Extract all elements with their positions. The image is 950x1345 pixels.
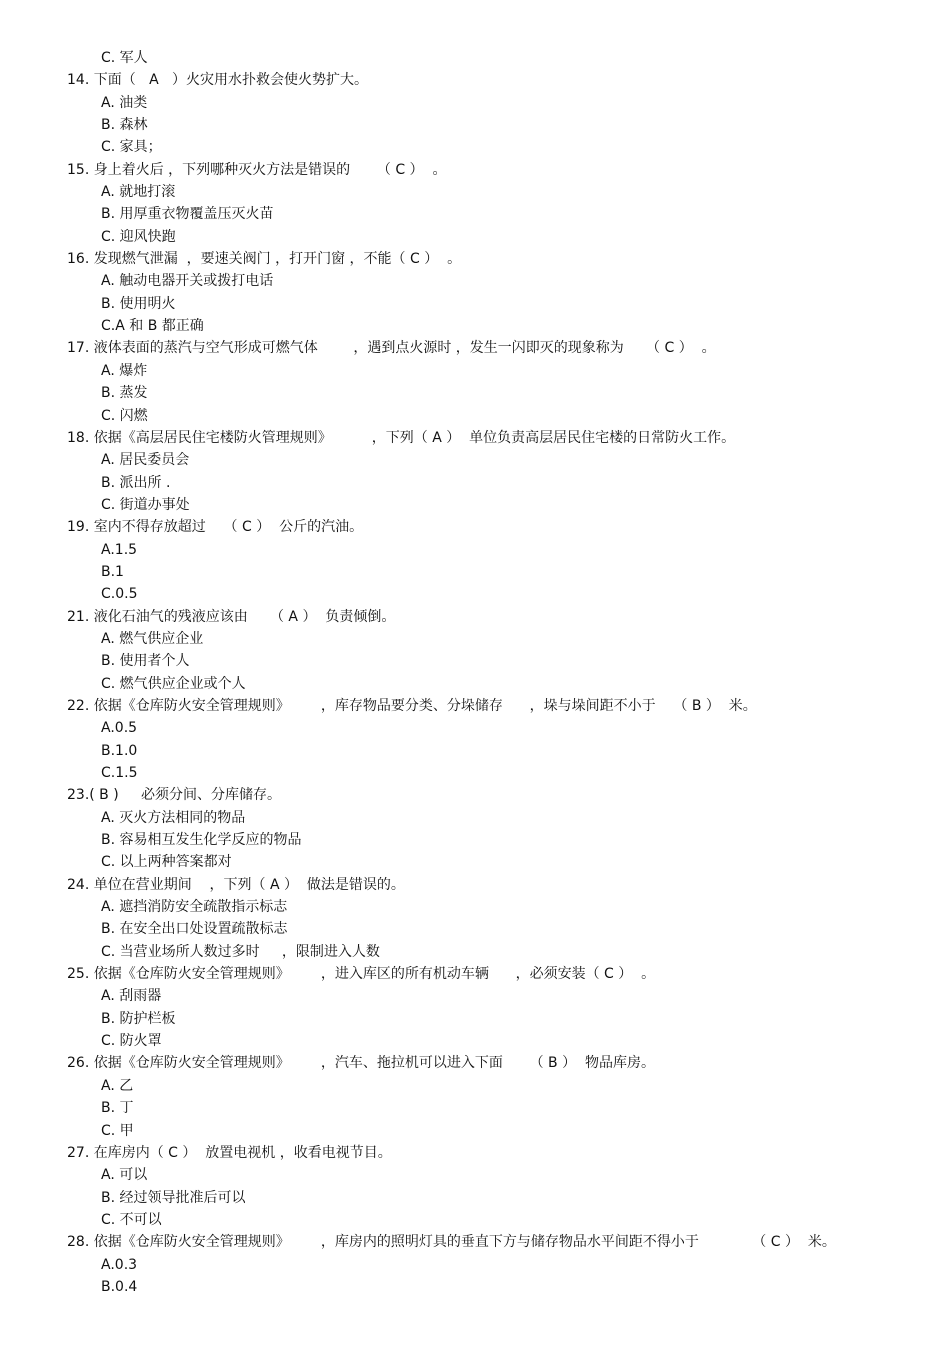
option-line: B. 在安全出口处设置疏散标志 (101, 921, 288, 938)
question-line: 18. 依据《高层居民住宅楼防火管理规则》 ，下列（ A ） 单位负责高层居民住宅楼的日常防火工作。 (67, 429, 736, 446)
option-line: B. 森林 (101, 117, 148, 134)
option-line: A. 居民委员会 (101, 452, 190, 469)
option-line: C. 当营业场所人数过多时 ，限制进入人数 (101, 943, 380, 960)
option-line: B. 使用者个人 (101, 653, 190, 670)
option-line: C. 以上两种答案都对 (101, 854, 232, 871)
option-line: C. 燃气供应企业或个人 (101, 675, 246, 692)
question-line: 16. 发现燃气泄漏 ，要速关阀门 ，打开门窗 ，不能（ C ） 。 (67, 251, 462, 268)
option-line: B. 蒸发 (101, 385, 148, 402)
option-line: C. 防火罩 (101, 1033, 162, 1050)
option-line: A. 可以 (101, 1167, 148, 1184)
question-line: 27. 在库房内（ C ） 放置电视机 ，收看电视节目。 (67, 1144, 392, 1161)
option-line: C.1.5 (101, 765, 138, 781)
option-line: B.1 (101, 563, 124, 580)
option-line: B.0.4 (101, 1278, 138, 1295)
option-line: A.1.5 (101, 541, 138, 558)
option-line: B. 用厚重衣物覆盖压灭火苗 (101, 206, 274, 223)
option-line: B. 派出所 . (101, 474, 171, 491)
option-line: A. 遮挡消防安全疏散指示标志 (101, 899, 288, 916)
question-line: 14. 下面（ A ）火灾用水扑救会使火势扩大。 (67, 72, 368, 89)
option-line: C.A 和 B 都正确 (101, 318, 204, 335)
option-line: B. 丁 (101, 1100, 134, 1117)
option-line: C. 甲 (101, 1122, 134, 1139)
document-body (0, 47, 950, 1298)
question-line: 19. 室内不得存放超过 （ C ） 公斤的汽油。 (67, 519, 364, 536)
question-line: 21. 液化石油气的残液应该由 （ A ） 负责倾倒。 (67, 608, 396, 625)
option-line: B. 经过领导批准后可以 (101, 1189, 246, 1206)
option-line: C. 不可以 (101, 1211, 162, 1228)
question-line: 28. 依据《仓库防火安全管理规则》 ，库房内的照明灯具的垂直下方与储存物品水平间距不得小于 （ C ） 米。 (67, 1234, 836, 1251)
question-line: 25. 依据《仓库防火安全管理规则》 ，进入库区的所有机动车辆 ，必须安装（ C ） 。 (67, 966, 656, 983)
option-line: A. 就地打滚 (101, 184, 176, 201)
option-line: C. 街道办事处 (101, 496, 190, 513)
option-line: A. 触动电器开关或拨打电话 (101, 273, 274, 290)
option-line: C. 迎风快跑 (101, 228, 176, 245)
question-line: 26. 依据《仓库防火安全管理规则》 ，汽车、拖拉机可以进入下面 （ B ） 物品库房。 (67, 1055, 655, 1072)
option-line: B. 容易相互发生化学反应的物品 (101, 832, 302, 849)
option-line: A. 乙 (101, 1077, 134, 1094)
option-line: A. 燃气供应企业 (101, 630, 204, 647)
question-line: 17. 液体表面的蒸汽与空气形成可燃气体 ，遇到点火源时 ，发生一闪即灭的现象称为 （ C ） 。 (67, 340, 716, 357)
question-line: 22. 依据《仓库防火安全管理规则》 ，库存物品要分类、分垛储存 ，垛与垛间距不小于 （ B ） 米。 (67, 697, 757, 714)
option-line: B.1.0 (101, 742, 138, 759)
option-line: C. 家具； (101, 139, 162, 156)
question-line: 24. 单位在营业期间 ，下列（ A ） 做法是错误的。 (67, 876, 405, 893)
question-line: 15. 身上着火后 ，下列哪种灭火方法是错误的 （ C ） 。 (67, 161, 447, 178)
option-line: A. 油类 (101, 94, 148, 111)
option-line: C.0.5 (101, 586, 138, 603)
option-line: A.0.5 (101, 720, 138, 737)
option-line: B. 防护栏板 (101, 1010, 176, 1027)
option-line: B. 使用明火 (101, 295, 176, 312)
option-line: A.0.3 (101, 1256, 138, 1273)
option-line: A. 刮雨器 (101, 988, 162, 1005)
question-line: 23.( B ) 必须分间、分库储存。 (67, 787, 281, 804)
option-line: C. 军人 (101, 50, 148, 66)
option-line: A. 灭火方法相同的物品 (101, 809, 246, 826)
option-line: A. 爆炸 (101, 362, 148, 379)
option-line: C. 闪燃 (101, 407, 148, 424)
